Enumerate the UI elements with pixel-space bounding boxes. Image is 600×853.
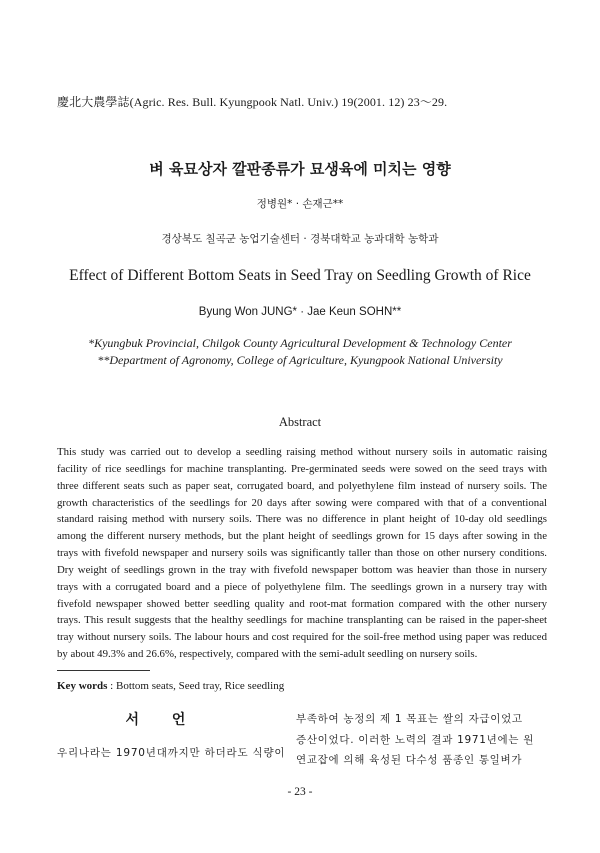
- page-number: - 23 -: [287, 786, 313, 798]
- korean-authors: 정병원* · 손재근**: [256, 198, 344, 210]
- intro-left-column-line: 우리나라는 1970년대까지만 하더라도 식량이: [57, 747, 286, 759]
- english-affiliations: [0, 335, 600, 369]
- keywords-text: : Bottom seats, Seed tray, Rice seedling: [107, 680, 285, 692]
- affiliation-line-1: *Kyungbuk Provincial, Chilgok County Agricultural Development & Technology Center: [88, 336, 512, 350]
- intro-right-line: 증산이었다. 이러한 노력의 결과 1971년에는 원: [296, 733, 535, 746]
- korean-affiliation: 경상북도 칠곡군 농업기술센터 · 경북대학교 농과대학 농학과: [161, 233, 439, 245]
- abstract-heading: Abstract: [278, 415, 322, 429]
- english-authors: Byung Won JUNG* · Jae Keun SOHN**: [198, 306, 402, 318]
- introduction-heading: 서 언: [125, 712, 200, 728]
- journal-citation: 慶北大農學誌(Agric. Res. Bull. Kyungpook Natl. Univ.) 19(2001. 12) 23～29.: [57, 95, 448, 109]
- keywords-line: [57, 680, 284, 692]
- affiliation-line-2: **Department of Agronomy, College of Agriculture, Kyungpook National University: [97, 353, 503, 367]
- abstract-body: This study was carried out to develop a seedling raising method without nursery soils in automatic raising facility of rice seedlings for machine transplanting. Pre-germinated seeds were sowed on the seed trays with three different seats such as paper seat, corrugated board, and polyethylene film instead of nursery soils. The growth characteristics of the seedlings for 20 days after sowing were compared with that of a conventional standard raising method with nursery soils. There was no difference in plant height of 10-day old seedlings among the different nursery methods, but the plant height of seedlings grown for 15 days after sowing in the trays with fivefold newspaper and nursery soils was significantly taller than those on other nursery conditions. Dry weight of seedlings grown in the tray with fivefold newspaper bottom was heavier than those in nursery trays with a corrugated board and a piece of polyethylene film. The seedlings grown in a nursery tray with fivefold newspaper showed better seedling quality and root-mat formation compared with the other nursery trays. This result suggests that the healthy seedlings for machine transplanting can be raised in the paper-sheet tray without nursery soils. The labour hours and cost required for the soil-free method using paper was reduced by about 49.3% and 26.6%, respectively, compared with the semi-adult seedling on nursery soils.: [57, 446, 547, 661]
- keywords-label: Key words: [57, 680, 108, 692]
- english-title: Effect of Different Bottom Seats in Seed Tray on Seedling Growth of Rice: [69, 267, 531, 284]
- intro-right-line: 부족하여 농정의 제 1 목표는 쌀의 자급이었고: [296, 713, 523, 725]
- intro-right-column: [296, 709, 546, 771]
- intro-right-line: 연교잡에 의해 육성된 다수성 품종인 통일벼가: [296, 754, 523, 766]
- footnote-rule: [57, 670, 150, 671]
- korean-title: 벼 육묘상자 깔판종류가 묘생육에 미치는 영향: [149, 160, 451, 178]
